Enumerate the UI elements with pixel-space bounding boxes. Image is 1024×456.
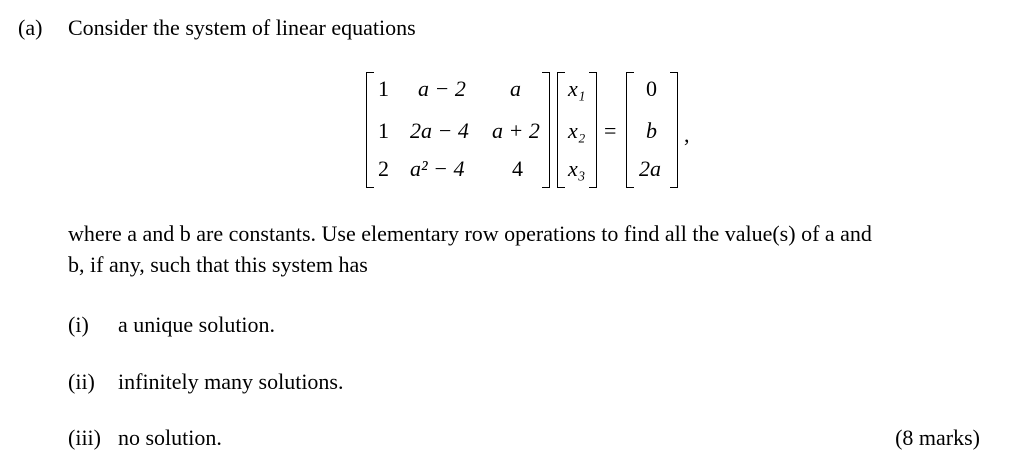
x1: x₁	[568, 76, 586, 101]
left-bracket	[626, 72, 634, 188]
x3: x₃	[568, 156, 586, 181]
marks-label: (8 marks)	[895, 425, 980, 450]
a11: 1	[378, 76, 389, 101]
item-label-ii: (ii)	[68, 369, 95, 394]
x2: x₂	[568, 118, 586, 143]
right-bracket	[542, 72, 550, 188]
intro-text: Consider the system of linear equations	[68, 15, 416, 40]
a22: 2a − 4	[410, 118, 469, 143]
constant-vector	[626, 72, 678, 188]
item-label-i: (i)	[68, 312, 89, 337]
b3: 2a	[639, 156, 661, 181]
a12: a − 2	[418, 76, 466, 101]
b1: 0	[646, 76, 657, 101]
left-bracket	[366, 72, 374, 188]
paragraph-line-2: b, if any, such that this system has	[68, 252, 368, 277]
equals-sign: =	[604, 118, 617, 143]
a33: 4	[512, 156, 523, 181]
trailing-comma: ,	[684, 122, 690, 147]
item-label-iii: (iii)	[68, 425, 101, 450]
left-bracket	[557, 72, 565, 188]
right-bracket	[589, 72, 597, 188]
unknown-vector	[557, 72, 597, 188]
coefficient-matrix	[366, 72, 550, 188]
item-text-iii: no solution.	[118, 425, 222, 450]
right-bracket	[670, 72, 678, 188]
a13: a	[510, 76, 521, 101]
a31: 2	[378, 156, 389, 181]
a23: a + 2	[492, 118, 540, 143]
a32: a² − 4	[410, 156, 465, 181]
item-text-ii: infinitely many solutions.	[118, 369, 344, 394]
part-label: (a)	[18, 15, 43, 40]
a21: 1	[378, 118, 389, 143]
b2: b	[646, 118, 657, 143]
paragraph-line-1: where a and b are constants. Use elementary row operations to find all the value(s) of a and	[68, 221, 872, 246]
item-text-i: a unique solution.	[118, 312, 276, 337]
